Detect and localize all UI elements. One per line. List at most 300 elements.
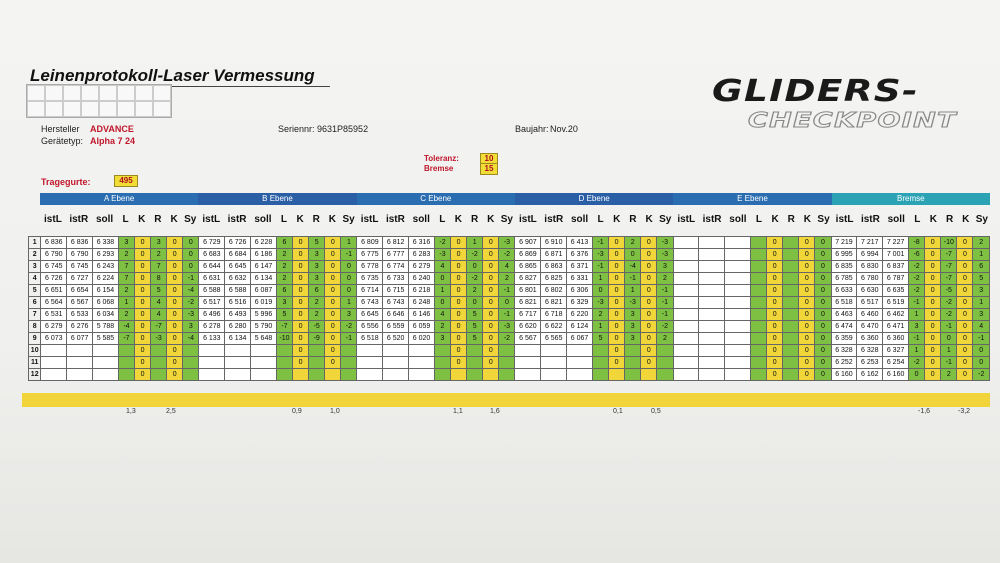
column-header-l: L	[755, 214, 762, 225]
summary-value: 0,5	[651, 408, 661, 415]
table-cell: 6 775	[357, 249, 383, 261]
table-cell: 6 087	[251, 285, 277, 297]
table-cell: 5	[973, 273, 990, 285]
table-cell	[383, 357, 409, 369]
table-cell: 6 645	[225, 261, 251, 273]
table-cell	[725, 321, 751, 333]
table-cell: -1	[592, 237, 608, 249]
table-cell: 6 160	[831, 369, 857, 381]
table-cell: 6 644	[199, 261, 225, 273]
table-cell: 0	[609, 285, 625, 297]
table-cell: 2	[657, 273, 673, 285]
table-cell	[118, 357, 134, 369]
table-cell: 5 648	[251, 333, 277, 345]
table-cell: 0	[134, 321, 150, 333]
table-cell: 0	[325, 321, 341, 333]
table-cell	[673, 309, 699, 321]
table-cell: -10	[941, 237, 957, 249]
table-cell: -1	[625, 273, 641, 285]
table-cell	[673, 249, 699, 261]
table-cell: 6 460	[857, 309, 883, 321]
table-cell	[93, 345, 119, 357]
table-cell: 0	[609, 309, 625, 321]
table-cell	[515, 357, 541, 369]
table-cell: 6 714	[357, 285, 383, 297]
table-cell	[725, 261, 751, 273]
table-cell: 0	[799, 261, 815, 273]
table-cell: 6 865	[515, 261, 541, 273]
table-cell: 6 280	[225, 321, 251, 333]
table-cell: 4	[434, 309, 450, 321]
table-cell: -1	[941, 321, 957, 333]
table-cell: 0	[293, 345, 309, 357]
column-header-l: L	[439, 214, 446, 225]
row-number: 7	[29, 309, 41, 321]
table-cell: 0	[451, 273, 467, 285]
table-cell	[451, 369, 467, 381]
table-cell: 0	[767, 285, 783, 297]
table-cell: -3	[499, 321, 515, 333]
table-cell: 6 531	[41, 309, 67, 321]
table-cell: 0	[134, 297, 150, 309]
table-cell	[541, 357, 567, 369]
table-cell: 6 278	[199, 321, 225, 333]
table-cell: 2	[467, 285, 483, 297]
table-cell: 1	[341, 237, 357, 249]
table-cell: 6	[309, 285, 325, 297]
table-cell: 6 146	[409, 309, 435, 321]
table-cell: 0	[941, 333, 957, 345]
table-cell: 6 516	[225, 297, 251, 309]
table-cell: 6 835	[831, 261, 857, 273]
table-cell: 0	[483, 321, 499, 333]
table-cell: 3	[657, 261, 673, 273]
page-title: Leinenprotokoll-Laser Vermessung	[30, 66, 315, 85]
table-cell: 0	[134, 309, 150, 321]
table-cell: 0	[293, 321, 309, 333]
table-cell: 0	[641, 297, 657, 309]
column-header-istr: istR	[544, 214, 564, 225]
table-cell: 0	[957, 261, 973, 273]
table-cell: 0	[293, 273, 309, 285]
table-cell	[673, 357, 699, 369]
table-cell: 6 995	[831, 249, 857, 261]
table-cell: 6 567	[515, 333, 541, 345]
table-cell: 5 585	[93, 333, 119, 345]
table-cell: -2	[467, 249, 483, 261]
row-number: 8	[29, 321, 41, 333]
table-cell	[41, 357, 67, 369]
table-cell: 3	[183, 321, 199, 333]
column-header-sy: Sy	[659, 214, 672, 225]
table-cell	[67, 345, 93, 357]
table-cell: 0	[167, 237, 183, 249]
table-cell: 6 147	[251, 261, 277, 273]
table-cell: 1	[118, 297, 134, 309]
table-cell	[183, 369, 199, 381]
table-cell: 6 785	[831, 273, 857, 285]
table-cell: 6 134	[225, 333, 251, 345]
column-header-r: R	[312, 214, 320, 225]
table-cell: 7 001	[883, 249, 909, 261]
table-cell: 0	[815, 333, 831, 345]
row-number: 10	[29, 345, 41, 357]
table-cell: -4	[183, 333, 199, 345]
table-cell: 2	[151, 249, 167, 261]
table-cell	[499, 357, 515, 369]
table-cell	[673, 333, 699, 345]
table-cell: 6 777	[383, 249, 409, 261]
table-cell	[699, 321, 725, 333]
table-cell: 0	[167, 261, 183, 273]
table-cell: 0	[167, 249, 183, 261]
table-cell	[783, 273, 799, 285]
table-cell	[567, 369, 593, 381]
table-cell: 6 565	[541, 333, 567, 345]
bremse-header: Bremse	[832, 193, 990, 205]
header-group	[40, 214, 198, 225]
table-cell	[699, 345, 725, 357]
table-cell: -3	[592, 297, 608, 309]
header-group	[198, 214, 356, 225]
table-cell: 6 493	[225, 309, 251, 321]
table-cell: -3	[434, 249, 450, 261]
table-cell	[434, 345, 450, 357]
summary-value: 0,9	[292, 408, 302, 415]
table-row	[29, 369, 990, 381]
table-cell: 0	[483, 261, 499, 273]
table-cell: 0	[641, 333, 657, 345]
table-cell: 2	[973, 237, 990, 249]
table-cell: 3	[973, 285, 990, 297]
column-header-soll: soll	[570, 214, 589, 225]
table-cell	[467, 345, 483, 357]
table-cell: 6 778	[357, 261, 383, 273]
table-cell: 0	[641, 249, 657, 261]
table-cell	[751, 357, 767, 369]
table-cell	[751, 285, 767, 297]
table-cell	[409, 369, 435, 381]
table-cell: 0	[925, 345, 941, 357]
table-cell: 0	[183, 249, 199, 261]
table-cell	[199, 369, 225, 381]
table-cell: 6 556	[357, 321, 383, 333]
table-cell: 0	[815, 357, 831, 369]
table-cell	[783, 249, 799, 261]
table-cell	[625, 357, 641, 369]
table-cell	[783, 297, 799, 309]
table-cell: 5 790	[251, 321, 277, 333]
table-cell: 0	[815, 321, 831, 333]
table-cell	[515, 369, 541, 381]
column-header-istr: istR	[860, 214, 880, 225]
baujahr-value: Nov.20	[550, 124, 578, 134]
table-cell: 6 306	[567, 285, 593, 297]
table-cell: 6 329	[567, 297, 593, 309]
table-cell	[183, 357, 199, 369]
table-cell	[673, 273, 699, 285]
table-cell: 0	[483, 273, 499, 285]
table-cell: 0	[957, 273, 973, 285]
column-header-k: K	[328, 214, 337, 225]
table-cell	[751, 261, 767, 273]
table-cell	[309, 345, 325, 357]
row-number: 3	[29, 261, 41, 273]
column-header-istl: istL	[677, 214, 696, 225]
table-cell: 0	[483, 285, 499, 297]
table-cell	[699, 285, 725, 297]
table-cell	[383, 369, 409, 381]
table-cell: 0	[483, 249, 499, 261]
table-cell: 6 220	[567, 309, 593, 321]
table-cell	[383, 345, 409, 357]
column-header-k: K	[803, 214, 811, 225]
table-cell: 6 371	[567, 261, 593, 273]
table-cell: 6 133	[199, 333, 225, 345]
table-cell: -3	[183, 309, 199, 321]
table-cell: 0	[767, 249, 783, 261]
table-cell	[783, 309, 799, 321]
table-cell: 0	[957, 369, 973, 381]
table-cell: 1	[592, 273, 608, 285]
table-cell: 6 283	[409, 249, 435, 261]
table-cell: 6 359	[831, 333, 857, 345]
table-cell: 6 276	[67, 321, 93, 333]
table-cell: -2	[909, 357, 925, 369]
column-header-k: K	[962, 214, 970, 225]
table-cell: -3	[592, 249, 608, 261]
table-cell: 0	[451, 357, 467, 369]
column-header-k: K	[454, 214, 463, 225]
table-cell: -3	[625, 297, 641, 309]
column-header-istl: istL	[835, 214, 854, 225]
table-cell: 0	[341, 285, 357, 297]
table-cell: 6 134	[251, 273, 277, 285]
table-cell: 0	[799, 297, 815, 309]
table-cell	[641, 369, 657, 381]
table-cell: 6 186	[251, 249, 277, 261]
table-cell: -2	[909, 285, 925, 297]
table-cell	[725, 249, 751, 261]
table-cell: 6 743	[357, 297, 383, 309]
table-cell: 0	[767, 237, 783, 249]
hersteller-label: Hersteller	[41, 124, 80, 134]
table-cell: -10	[276, 333, 292, 345]
table-cell: 6 068	[93, 297, 119, 309]
table-cell: 0	[341, 273, 357, 285]
header-group	[832, 214, 990, 225]
table-cell	[67, 357, 93, 369]
table-cell: 6 646	[383, 309, 409, 321]
table-cell: 6 633	[831, 285, 857, 297]
table-cell	[357, 345, 383, 357]
table-cell: 0	[799, 369, 815, 381]
table-cell: 0	[799, 273, 815, 285]
table-cell: 0	[957, 249, 973, 261]
table-cell: 0	[609, 333, 625, 345]
table-cell: -3	[657, 249, 673, 261]
table-cell: 0	[815, 273, 831, 285]
table-cell: 0	[609, 273, 625, 285]
table-cell	[699, 273, 725, 285]
table-row	[29, 333, 990, 345]
table-cell: 0	[451, 237, 467, 249]
stamp-box-grid	[26, 84, 172, 118]
table-cell: -6	[909, 249, 925, 261]
table-row	[29, 285, 990, 297]
table-row	[29, 309, 990, 321]
table-cell: 0	[925, 321, 941, 333]
table-cell	[783, 345, 799, 357]
column-header-k: K	[487, 214, 495, 225]
table-cell: 0	[957, 357, 973, 369]
table-cell	[93, 369, 119, 381]
table-cell: 6 413	[567, 237, 593, 249]
table-cell: 0	[483, 297, 499, 309]
table-cell: 0	[767, 309, 783, 321]
table-cell: 0	[134, 357, 150, 369]
table-cell: 6 774	[383, 261, 409, 273]
table-cell: 0	[451, 261, 467, 273]
table-cell: 5 996	[251, 309, 277, 321]
table-cell: 0	[483, 309, 499, 321]
column-header-istl: istL	[519, 214, 537, 225]
table-cell: 0	[815, 285, 831, 297]
table-cell: -2	[499, 249, 515, 261]
table-cell	[325, 369, 341, 381]
table-cell: 6 327	[883, 345, 909, 357]
table-cell: -2	[909, 261, 925, 273]
table-cell: -7	[941, 273, 957, 285]
hersteller-value: ADVANCE	[90, 124, 134, 134]
table-cell: -1	[973, 333, 990, 345]
geraetetyp-label: Gerätetyp:	[41, 136, 84, 146]
logo-checkpoint: CHECKPOINT	[748, 108, 957, 132]
table-cell: 6 809	[357, 237, 383, 249]
table-cell: 0	[925, 357, 941, 369]
table-cell: 6 743	[383, 297, 409, 309]
table-cell: 0	[325, 309, 341, 321]
table-cell: 0	[925, 285, 941, 297]
table-cell: 0	[957, 333, 973, 345]
bremse-label: Bremse	[424, 164, 454, 173]
table-cell	[515, 345, 541, 357]
table-cell: 6 279	[41, 321, 67, 333]
table-cell: 5	[276, 309, 292, 321]
table-cell: 6 124	[567, 321, 593, 333]
table-cell	[434, 357, 450, 369]
table-cell: -9	[309, 333, 325, 345]
table-cell: -2	[467, 273, 483, 285]
table-cell: 8	[151, 273, 167, 285]
table-cell: -4	[625, 261, 641, 273]
table-cell: 0	[451, 297, 467, 309]
ebene-b-header: B Ebene	[198, 193, 356, 205]
table-cell	[725, 297, 751, 309]
table-cell: 6 836	[41, 237, 67, 249]
ebene-e-header: E Ebene	[673, 193, 831, 205]
table-cell: -4	[118, 321, 134, 333]
table-cell: 0	[767, 261, 783, 273]
table-cell: 6 248	[409, 297, 435, 309]
header-group	[673, 214, 831, 225]
table-cell: 0	[609, 345, 625, 357]
table-cell	[251, 345, 277, 357]
table-cell	[409, 345, 435, 357]
table-cell: -1	[941, 357, 957, 369]
table-cell: 6 827	[515, 273, 541, 285]
table-cell: 0	[799, 321, 815, 333]
table-cell: 0	[293, 357, 309, 369]
table-cell	[199, 357, 225, 369]
table-cell: 0	[451, 285, 467, 297]
table-cell	[783, 357, 799, 369]
column-header-r: R	[470, 214, 479, 225]
table-cell: 0	[957, 321, 973, 333]
table-cell: -1	[657, 297, 673, 309]
table-cell	[699, 237, 725, 249]
table-cell	[657, 345, 673, 357]
table-cell	[751, 273, 767, 285]
table-cell	[199, 345, 225, 357]
summary-value: -1,6	[918, 408, 931, 415]
table-cell: 6 718	[541, 309, 567, 321]
table-cell: -1	[183, 273, 199, 285]
table-cell: 0	[134, 249, 150, 261]
table-cell: 0	[973, 357, 990, 369]
table-cell	[541, 369, 567, 381]
table-row	[29, 237, 990, 249]
table-cell	[341, 345, 357, 357]
table-cell: 5	[467, 321, 483, 333]
table-cell: 6 802	[541, 285, 567, 297]
table-cell	[625, 345, 641, 357]
summary-value: 1,0	[330, 408, 340, 415]
column-header-k: K	[170, 214, 178, 225]
table-cell	[699, 249, 725, 261]
table-cell	[783, 321, 799, 333]
table-cell: 2	[941, 369, 957, 381]
table-cell: 0	[815, 309, 831, 321]
table-cell: 5	[592, 333, 608, 345]
table-cell: 6 735	[357, 273, 383, 285]
table-cell: 2	[118, 249, 134, 261]
table-cell	[276, 357, 292, 369]
table-cell	[751, 333, 767, 345]
table-cell: 6 559	[383, 321, 409, 333]
table-cell: 0	[767, 357, 783, 369]
table-cell: 0	[134, 261, 150, 273]
table-cell: 2	[625, 237, 641, 249]
table-cell: 6 228	[251, 237, 277, 249]
table-cell: 7 219	[831, 237, 857, 249]
table-cell: 6 519	[883, 297, 909, 309]
column-header-l: L	[914, 214, 921, 225]
table-cell: 6 630	[857, 285, 883, 297]
table-cell: 0	[909, 369, 925, 381]
table-cell	[41, 369, 67, 381]
table-cell: -3	[499, 237, 515, 249]
table-cell: 0	[499, 297, 515, 309]
table-cell: 0	[925, 273, 941, 285]
table-cell: 6 821	[515, 297, 541, 309]
table-cell: 1	[909, 345, 925, 357]
table-cell: -3	[657, 237, 673, 249]
table-cell: 0	[815, 261, 831, 273]
column-header-soll: soll	[412, 214, 430, 225]
toleranz-label: Toleranz:	[424, 154, 459, 163]
table-cell: -7	[118, 333, 134, 345]
